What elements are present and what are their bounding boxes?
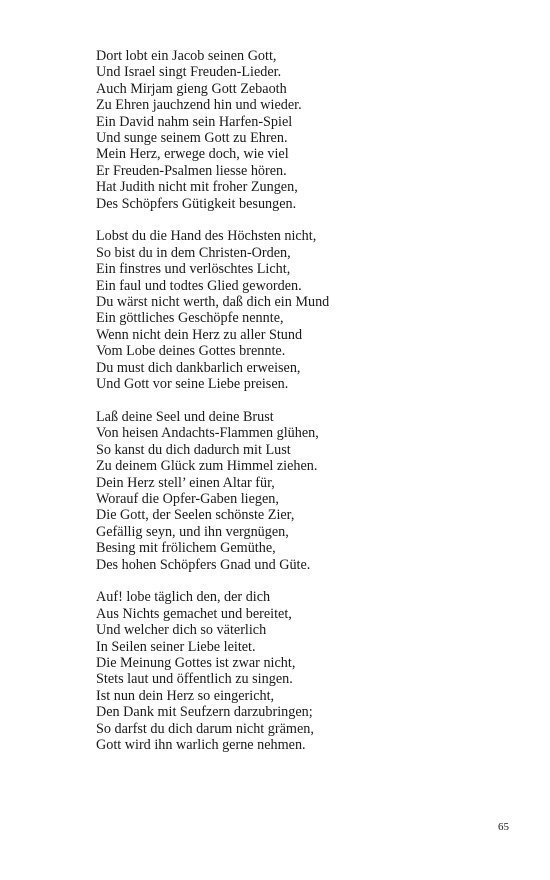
poem-line: Auch Mirjam gieng Gott Zebaoth [96, 80, 287, 97]
poem-line: Besing mit frölichem Gemüthe, [96, 540, 276, 557]
poem-line: Ein David nahm sein Harfen-Spiel [96, 113, 293, 130]
poem-line: Hat Judith nicht mit froher Zungen, [96, 179, 298, 196]
poem-line: Wenn nicht dein Herz zu aller Stund [96, 326, 303, 343]
poem-line: So bist du in dem Christen-Orden, [96, 244, 291, 261]
stanza [96, 48, 516, 212]
poem-line: Und Israel singt Freuden-Lieder. [96, 64, 282, 81]
poem-line: In Seilen seiner Liebe leitet. [96, 638, 256, 655]
poem-line: Die Meinung Gottes ist zwar nicht, [96, 654, 296, 671]
poem-line: Ist nun dein Herz so eingericht, [96, 687, 275, 704]
poem-line: Auf! lobe täglich den, der dich [96, 589, 271, 606]
poem-line: Und welcher dich so väterlich [96, 622, 267, 639]
poem-body [96, 48, 516, 770]
poem-line: Und Gott vor seine Liebe preisen. [96, 376, 289, 393]
poem-line: Ein göttliches Geschöpfe nennte, [96, 310, 284, 327]
poem-line: Aus Nichts gemachet und bereitet, [96, 605, 292, 622]
poem-line: Und sunge seinem Gott zu Ehren. [96, 130, 288, 147]
poem-line: Laß deine Seel und deine Brust [96, 408, 274, 425]
poem-line: Mein Herz, erwege doch, wie viel [96, 146, 289, 163]
poem-line: Stets laut und öffentlich zu singen. [96, 671, 293, 688]
poem-line: Ein faul und todtes Glied geworden. [96, 277, 302, 294]
poem-line: So darfst du dich darum nicht grämen, [96, 720, 314, 737]
poem-line: Gefällig seyn, und ihn vergnügen, [96, 523, 289, 540]
poem-line: Des Schöpfers Gütigkeit besungen. [96, 195, 297, 212]
poem-line: Den Dank mit Seufzern darzubringen; [96, 704, 313, 721]
poem-line: Die Gott, der Seelen schönste Zier, [96, 507, 295, 524]
poem-line: Er Freuden-Psalmen liesse hören. [96, 162, 287, 179]
poem-line: Dort lobt ein Jacob seinen Gott, [96, 48, 277, 64]
poem-line: Worauf die Opfer-Gaben liegen, [96, 490, 279, 507]
poem-line: Zu deinem Glück zum Himmel ziehen. [96, 458, 318, 475]
poem-line: Du wärst nicht werth, daß dich ein Mund [96, 294, 330, 311]
poem-line: Du must dich dankbarlich erweisen, [96, 359, 301, 376]
stanza [96, 228, 516, 392]
poem-line: Gott wird ihn warlich gerne nehmen. [96, 737, 306, 754]
page-number: 65 [498, 821, 509, 833]
poem-line: Lobst du die Hand des Höchsten nicht, [96, 228, 317, 245]
stanza [96, 589, 516, 753]
stanza [96, 409, 516, 573]
poem-line: Vom Lobe deines Gottes brennte. [96, 343, 286, 360]
poem-line: Zu Ehren jauchzend hin und wieder. [96, 97, 302, 114]
poem-line: So kanst du dich dadurch mit Lust [96, 441, 291, 458]
poem-line: Dein Herz stell’ einen Altar für, [96, 474, 275, 491]
poem-line: Von heisen Andachts-Flammen glühen, [96, 425, 319, 442]
poem-line: Des hohen Schöpfers Gnad und Güte. [96, 556, 311, 573]
poem-line: Ein finstres und verlöschtes Licht, [96, 261, 291, 278]
